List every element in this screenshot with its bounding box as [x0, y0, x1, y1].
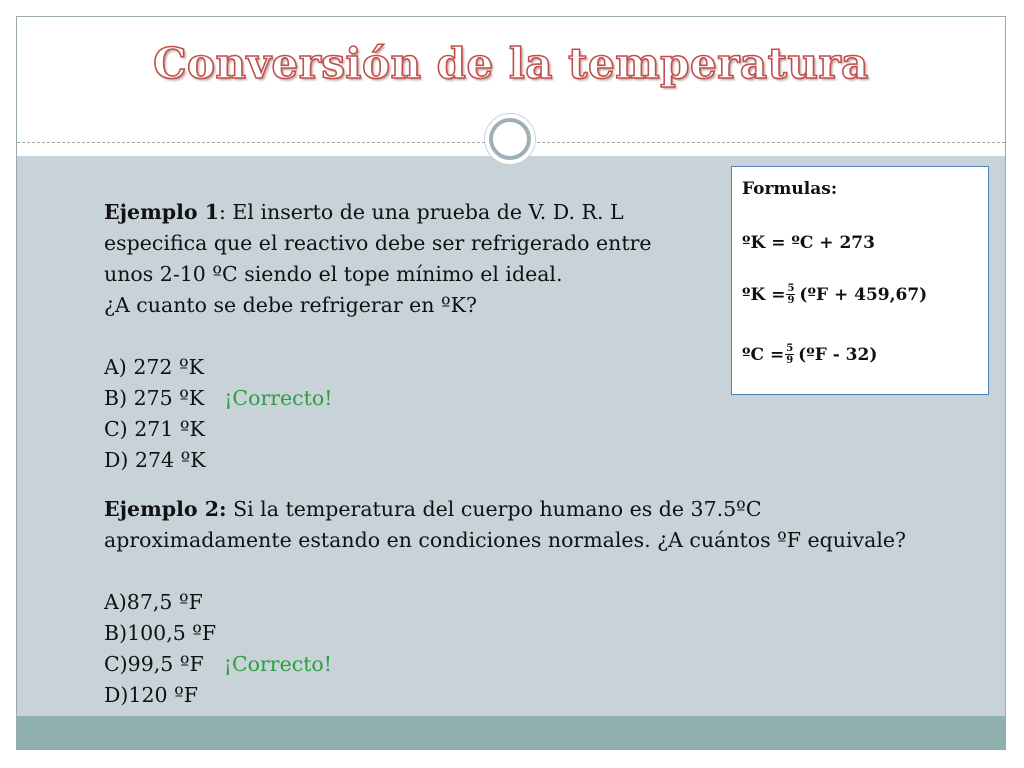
circle-emblem-icon [484, 113, 536, 165]
option-a: A) 272 ºK [104, 355, 204, 379]
formula-right: (ºF - 32) [798, 344, 878, 365]
option-b-row [104, 383, 652, 414]
formulas-heading: Formulas: [742, 179, 838, 199]
fraction [785, 343, 794, 366]
option-c: C)99,5 ºF [104, 652, 204, 676]
example-1-label: Ejemplo 1 [104, 200, 219, 224]
fraction-numerator: 5 [787, 283, 795, 294]
ring-icon [489, 118, 531, 160]
slide [16, 16, 1006, 750]
slide-title: Conversión de la temperatura [153, 39, 869, 88]
option-c: C) 271 ºK [104, 417, 205, 441]
example-1-line-3: unos 2-10 ºC siendo el tope mínimo el ideal. [104, 262, 563, 286]
formulas-box [731, 166, 989, 395]
option-d: D)120 ºF [104, 683, 198, 707]
formula-kelvin-fahrenheit [742, 283, 927, 306]
fraction-numerator: 5 [786, 343, 794, 354]
example-2-line-1 [104, 494, 906, 525]
formula-kelvin-celsius: ºK = ºC + 273 [742, 233, 875, 253]
correct-feedback: ¡Correcto! [224, 386, 333, 410]
spacer [104, 321, 652, 352]
formula-celsius-fahrenheit [742, 343, 877, 366]
example-2-question: aproximadamente estando en condiciones normales. ¿A cuántos ºF equivale? [104, 528, 907, 552]
correct-feedback: ¡Correcto! [223, 652, 333, 676]
example-1-question: ¿A cuanto se debe refrigerar en ºK? [104, 293, 477, 317]
example-2 [104, 494, 906, 711]
formula-left: ºK = [742, 284, 786, 305]
fraction-denominator: 9 [787, 295, 795, 306]
example-1-line-1 [104, 197, 652, 228]
formula-right: (ºF + 459,67) [799, 284, 928, 305]
example-1-text: : El inserto de una prueba de V. D. R. L [218, 200, 624, 224]
option-c-row [104, 649, 906, 680]
option-b: B)100,5 ºF [104, 621, 217, 645]
footer-bar [17, 716, 1005, 750]
example-2-text: Si la temperatura del cuerpo humano es de 37.5ºC [226, 497, 762, 521]
fraction-denominator: 9 [786, 355, 794, 366]
option-b: B) 275 ºK [104, 386, 205, 410]
option-d: D) 274 ºK [104, 448, 206, 472]
formula-left: ºC = [742, 344, 785, 365]
example-1 [104, 197, 652, 476]
example-2-label: Ejemplo 2: [104, 497, 227, 521]
option-a: A)87,5 ºF [104, 590, 203, 614]
spacer [104, 556, 906, 587]
example-1-line-2: especifica que el reactivo debe ser refrigerado entre [104, 231, 652, 255]
fraction [786, 283, 795, 306]
